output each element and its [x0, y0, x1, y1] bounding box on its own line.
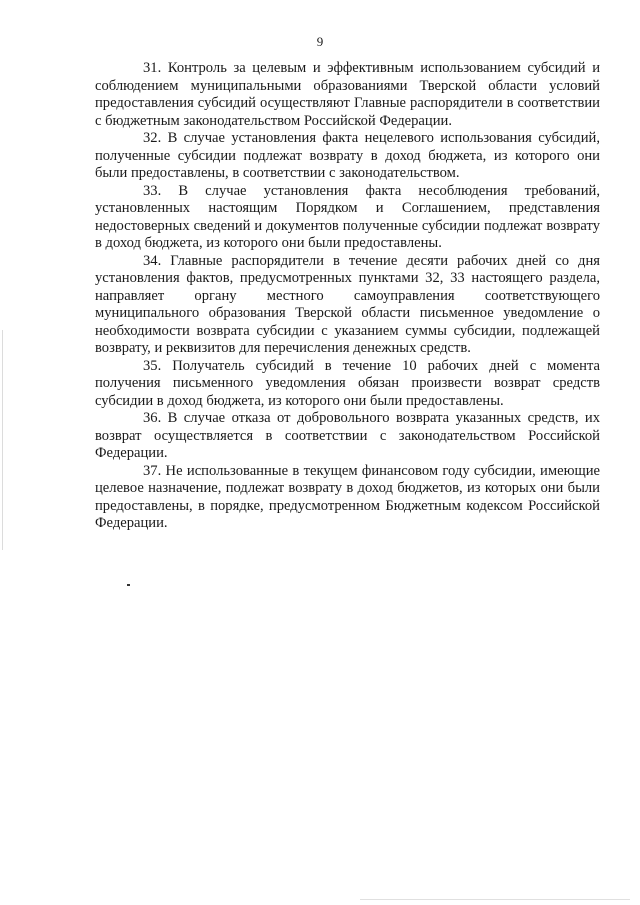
paragraph-31: 31. Контроль за целевым и эффективным использованием субсидий и соблюдением муниципальными образованиями Тверской области условий предоставления субсидий осуществляют Главные распорядители в соответствии с бюджетным законодательством Российской Федерации.: [95, 60, 600, 129]
stray-ink-mark: [127, 584, 130, 586]
scan-edge-line: [360, 899, 630, 900]
document-body: [95, 60, 600, 533]
scan-edge-line: [2, 330, 3, 550]
paragraph-33: 33. В случае установления факта несоблюдения требований, установленных настоящим Порядком и Соглашением, представления недостоверных сведений и документов полученные субсидии подлежат возврату в доход бюджета, из которого они были предоставлены.: [95, 182, 600, 251]
paragraph-35: 35. Получатель субсидий в течение 10 рабочих дней с момента получения письменного уведомления обязан произвести возврат средств субсидии в доход бюджета, из которого они были предоставлены.: [95, 357, 600, 409]
paragraph-34: 34. Главные распорядители в течение десяти рабочих дней со дня установления фактов, предусмотренных пунктами 32, 33 настоящего раздела, направляет органу местного самоуправления соответствующего муниципального образования Тверской области письменное уведомление о необходимости возврата субсидии с указанием суммы субсидии, подлежащей возврату, и реквизитов для перечисления денежных средств.: [95, 252, 600, 356]
page-number: 9: [316, 34, 324, 49]
paragraph-37: 37. Не использованные в текущем финансовом году субсидии, имеющие целевое назначение, подлежат возврату в доход бюджетов, из которых они были предоставлены, в порядке, предусмотренном Бюджетным кодексом Российской Федерации.: [95, 462, 600, 531]
paragraph-36: 36. В случае отказа от добровольного возврата указанных средств, их возврат осуществляется в соответствии с законодательством Российской Федерации.: [95, 410, 600, 461]
paragraph-32: 32. В случае установления факта нецелевого использования субсидий, полученные субсидии подлежат возврату в доход бюджета, из которого они были предоставлены, в соответствии с законодательством.: [95, 130, 600, 181]
